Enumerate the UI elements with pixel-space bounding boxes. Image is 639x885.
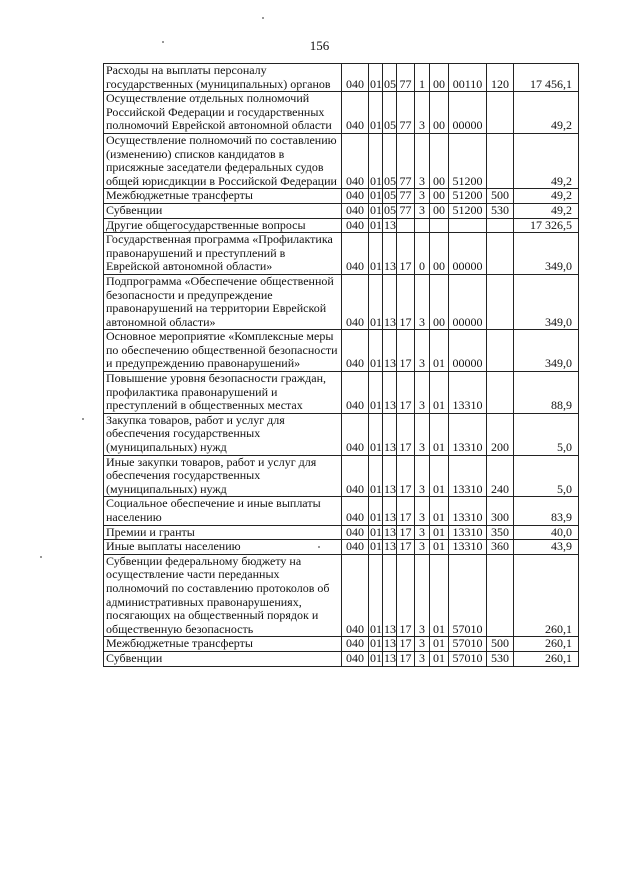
expense-type-cell (487, 133, 514, 188)
section-code-cell: 01 (369, 413, 383, 455)
subsection-code-cell: 13 (384, 651, 396, 665)
subprogram-code-cell: 3 (415, 372, 430, 414)
subsection-code-cell: 05 (384, 203, 396, 217)
section-code-cell: 01 (369, 92, 383, 134)
program-code-cell: 17 (397, 274, 415, 329)
expense-code-cell (449, 218, 487, 233)
program-code-cell: 17 (397, 540, 415, 555)
expense-code-cell: 00000 (449, 92, 487, 134)
program-code-cell: 77 (397, 64, 415, 92)
program-code-cell: 77 (397, 92, 415, 134)
subprogram-code-cell: 3 (415, 540, 430, 555)
expense-code-cell: 00110 (449, 64, 487, 92)
expense-code-cell: 13310 (449, 540, 487, 555)
expense-type-cell (487, 274, 514, 329)
amount-cell: 88,9 (514, 372, 579, 414)
ministry-code-cell: 040 (342, 413, 369, 455)
expense-code-cell: 57010 (449, 637, 487, 652)
table-row (104, 554, 579, 637)
amount-cell: 43,9 (514, 540, 579, 555)
amount-cell: 49,2 (514, 133, 579, 188)
scan-speck (82, 418, 84, 420)
table-row (104, 233, 579, 275)
subprogram-code-cell (415, 218, 430, 233)
subprogram-code-cell: 3 (415, 330, 430, 372)
expense-code-cell: 13310 (449, 413, 487, 455)
amount-cell: 49,2 (514, 203, 579, 218)
expense-code-cell: 13310 (449, 372, 487, 414)
expense-type-cell: 200 (487, 413, 514, 455)
subsection-code-cell: 13 (384, 539, 396, 554)
program-code-cell: 17 (397, 413, 415, 455)
row-name-cell: Иные выплаты населению (104, 540, 342, 555)
amount-cell: 40,0 (514, 525, 579, 540)
table-row (104, 372, 579, 414)
program-code-cell: 17 (397, 525, 415, 540)
row-name-cell: Другие общегосударственные вопросы (104, 218, 342, 233)
subsection-code-cell: 13 (383, 554, 397, 637)
section-code-cell: 01 (370, 539, 382, 554)
program-code-cell: 17 (397, 554, 415, 637)
subsection-code-cell: 13 (383, 330, 397, 372)
table-row (104, 203, 579, 218)
ministry-code-cell: 040 (342, 203, 369, 218)
amount-cell: 49,2 (514, 92, 579, 134)
expense-code-cell: 51200 (449, 189, 487, 204)
row-name-cell: Осуществление полномочий по составлению (изменению) списков кандидатов в присяжные заседатели федеральных судов общей юрисдикции в Российской Федерации (104, 133, 342, 188)
program-code-cell (397, 218, 415, 233)
section-code-cell: 01 (369, 274, 383, 329)
row-name-cell: Межбюджетные трансферты (104, 189, 342, 204)
table-row (104, 455, 579, 497)
subsection-code-cell: 13 (383, 372, 397, 414)
direction-code-cell: 01 (430, 497, 449, 525)
section-code-cell: 01 (369, 233, 383, 275)
section-code-cell: 01 (369, 455, 383, 497)
section-code-cell: 01 (369, 64, 383, 92)
subprogram-code-cell: 3 (415, 189, 430, 204)
row-name-cell: Основное мероприятие «Комплексные меры по обеспечению общественной безопасности и предупреждению правонарушений» (104, 330, 342, 372)
section-code-cell: 01 (370, 188, 382, 203)
subprogram-code-cell: 3 (415, 651, 430, 666)
table-row (104, 133, 579, 188)
subprogram-code-cell: 3 (415, 525, 430, 540)
program-code-cell: 17 (397, 497, 415, 525)
subsection-code-cell: 05 (383, 133, 397, 188)
subsection-code-cell: 13 (383, 455, 397, 497)
direction-code-cell: 01 (430, 330, 449, 372)
expense-code-cell: 00000 (449, 233, 487, 275)
section-code-cell: 01 (369, 133, 383, 188)
subsection-code-cell: 05 (383, 92, 397, 134)
expense-type-cell: 500 (487, 637, 514, 652)
program-code-cell: 17 (397, 233, 415, 275)
table-row (104, 64, 579, 92)
section-code-cell: 01 (370, 636, 382, 651)
ministry-code-cell: 040 (342, 455, 369, 497)
direction-code-cell: 00 (430, 203, 449, 218)
subprogram-code-cell: 3 (415, 274, 430, 329)
program-code-cell: 17 (397, 637, 415, 652)
direction-code-cell: 00 (430, 189, 449, 204)
row-name-cell: Закупка товаров, работ и услуг для обеспечения государственных (муниципальных) нужд (104, 413, 342, 455)
direction-code-cell: 00 (430, 64, 449, 92)
table-row (104, 92, 579, 134)
ministry-code-cell: 040 (342, 274, 369, 329)
amount-cell: 5,0 (514, 413, 579, 455)
table-row (104, 497, 579, 525)
row-name-cell: Повышение уровня безопасности граждан, профилактика правонарушений и преступлений в общественных местах (104, 372, 342, 414)
expense-type-cell (487, 218, 514, 233)
expense-type-cell (487, 554, 514, 637)
amount-cell: 349,0 (514, 274, 579, 329)
section-code-cell: 01 (369, 554, 383, 637)
table-row (104, 274, 579, 329)
amount-cell: 17 456,1 (514, 64, 579, 92)
direction-code-cell (430, 218, 449, 233)
table-row (104, 413, 579, 455)
ministry-code-cell: 040 (342, 218, 369, 233)
expense-type-cell (487, 233, 514, 275)
scan-speck (40, 556, 42, 558)
section-code-cell: 01 (369, 372, 383, 414)
program-code-cell: 77 (397, 133, 415, 188)
row-name-cell: Премии и гранты (104, 525, 342, 540)
expense-code-cell: 13310 (449, 525, 487, 540)
expense-code-cell: 51200 (449, 133, 487, 188)
expense-code-cell: 00000 (449, 274, 487, 329)
amount-cell: 83,9 (514, 497, 579, 525)
table-body (104, 64, 579, 667)
expense-type-cell: 300 (487, 497, 514, 525)
program-code-cell: 17 (397, 455, 415, 497)
subprogram-code-cell: 1 (415, 64, 430, 92)
page-number: 156 (309, 38, 330, 53)
ministry-code-cell: 040 (342, 233, 369, 275)
direction-code-cell: 01 (430, 455, 449, 497)
expense-type-cell: 350 (487, 525, 514, 540)
section-code-cell: 01 (369, 330, 383, 372)
subsection-code-cell: 13 (383, 274, 397, 329)
expense-type-cell: 500 (487, 189, 514, 204)
ministry-code-cell: 040 (342, 92, 369, 134)
table-row (104, 330, 579, 372)
subprogram-code-cell: 3 (415, 413, 430, 455)
direction-code-cell: 00 (430, 274, 449, 329)
budget-table (103, 63, 579, 667)
row-name-cell: Иные закупки товаров, работ и услуг для обеспечения государственных (муниципальных) нужд (104, 455, 342, 497)
subsection-code-cell: 13 (384, 218, 396, 232)
subsection-code-cell: 13 (384, 525, 396, 539)
section-code-cell: 01 (369, 497, 383, 525)
direction-code-cell: 00 (430, 92, 449, 134)
expense-type-cell: 530 (487, 651, 514, 666)
expense-type-cell (487, 92, 514, 134)
subsection-code-cell: 05 (384, 188, 396, 203)
table-row (104, 651, 579, 666)
ministry-code-cell: 040 (342, 133, 369, 188)
program-code-cell: 77 (397, 203, 415, 218)
ministry-code-cell: 040 (342, 189, 369, 204)
ministry-code-cell: 040 (342, 651, 369, 666)
ministry-code-cell: 040 (342, 525, 369, 540)
subprogram-code-cell: 0 (415, 233, 430, 275)
direction-code-cell: 00 (430, 133, 449, 188)
subsection-code-cell: 05 (383, 64, 397, 92)
amount-cell: 260,1 (514, 637, 579, 652)
direction-code-cell: 01 (430, 554, 449, 637)
subsection-code-cell: 13 (384, 636, 396, 651)
program-code-cell: 17 (397, 651, 415, 666)
direction-code-cell: 01 (430, 525, 449, 540)
row-name-cell: Субвенции (104, 203, 342, 218)
ministry-code-cell: 040 (342, 372, 369, 414)
direction-code-cell: 00 (430, 233, 449, 275)
ministry-code-cell: 040 (342, 540, 369, 555)
expense-type-cell: 360 (487, 540, 514, 555)
expense-type-cell: 120 (487, 64, 514, 92)
row-name-cell: Социальное обеспечение и иные выплаты населению (104, 497, 342, 525)
row-name-cell: Расходы на выплаты персоналу государственных (муниципальных) органов (104, 64, 342, 92)
amount-cell: 260,1 (514, 651, 579, 666)
direction-code-cell: 01 (430, 540, 449, 555)
table-row (104, 189, 579, 204)
ministry-code-cell: 040 (342, 637, 369, 652)
row-name-cell: Государственная программа «Профилактика правонарушений и преступлений в Еврейской автономной области» (104, 233, 342, 275)
row-name-cell: Подпрограмма «Обеспечение общественной безопасности и предупреждение правонарушений на территории Еврейской автономной области» (104, 274, 342, 329)
amount-cell: 260,1 (514, 554, 579, 637)
amount-cell: 5,0 (514, 455, 579, 497)
section-code-cell: 01 (370, 203, 382, 217)
expense-code-cell: 51200 (449, 203, 487, 218)
table-row (104, 540, 579, 555)
expense-type-cell: 530 (487, 203, 514, 218)
expense-code-cell: 00000 (449, 330, 487, 372)
expense-code-cell: 13310 (449, 455, 487, 497)
subsection-code-cell: 13 (383, 413, 397, 455)
subprogram-code-cell: 3 (415, 637, 430, 652)
program-code-cell: 17 (397, 330, 415, 372)
program-code-cell: 77 (397, 189, 415, 204)
row-name-cell: Субвенции (104, 651, 342, 666)
subprogram-code-cell: 3 (415, 497, 430, 525)
subprogram-code-cell: 3 (415, 455, 430, 497)
scan-speck (262, 17, 264, 19)
expense-type-cell (487, 372, 514, 414)
subprogram-code-cell: 3 (415, 92, 430, 134)
expense-code-cell: 13310 (449, 497, 487, 525)
ministry-code-cell: 040 (342, 554, 369, 637)
scan-speck (162, 41, 164, 43)
section-code-cell: 01 (370, 218, 382, 232)
subprogram-code-cell: 3 (415, 203, 430, 218)
subprogram-code-cell: 3 (415, 554, 430, 637)
amount-cell: 349,0 (514, 330, 579, 372)
expense-code-cell: 57010 (449, 554, 487, 637)
direction-code-cell: 01 (430, 372, 449, 414)
subsection-code-cell: 13 (383, 497, 397, 525)
amount-cell: 49,2 (514, 189, 579, 204)
table-row (104, 218, 579, 233)
ministry-code-cell: 040 (342, 64, 369, 92)
section-code-cell: 01 (370, 651, 382, 665)
table-row (104, 525, 579, 540)
subsection-code-cell: 13 (383, 233, 397, 275)
table-row (104, 637, 579, 652)
expense-type-cell (487, 330, 514, 372)
row-name-cell: Субвенции федеральному бюджету на осуществление части переданных полномочий по составлению протоколов об административных правонарушениях, посягающих на общественный порядок и общественную безопасность (104, 554, 342, 637)
expense-type-cell: 240 (487, 455, 514, 497)
row-name-cell: Межбюджетные трансферты (104, 637, 342, 652)
direction-code-cell: 01 (430, 413, 449, 455)
ministry-code-cell: 040 (342, 330, 369, 372)
subprogram-code-cell: 3 (415, 133, 430, 188)
direction-code-cell: 01 (430, 637, 449, 652)
expense-code-cell: 57010 (449, 651, 487, 666)
amount-cell: 349,0 (514, 233, 579, 275)
direction-code-cell: 01 (430, 651, 449, 666)
row-name-cell: Осуществление отдельных полномочий Российской Федерации и государственных полномочий Еврейской автономной области (104, 92, 342, 134)
section-code-cell: 01 (370, 525, 382, 539)
program-code-cell: 17 (397, 372, 415, 414)
ministry-code-cell: 040 (342, 497, 369, 525)
amount-cell: 17 326,5 (514, 218, 579, 233)
